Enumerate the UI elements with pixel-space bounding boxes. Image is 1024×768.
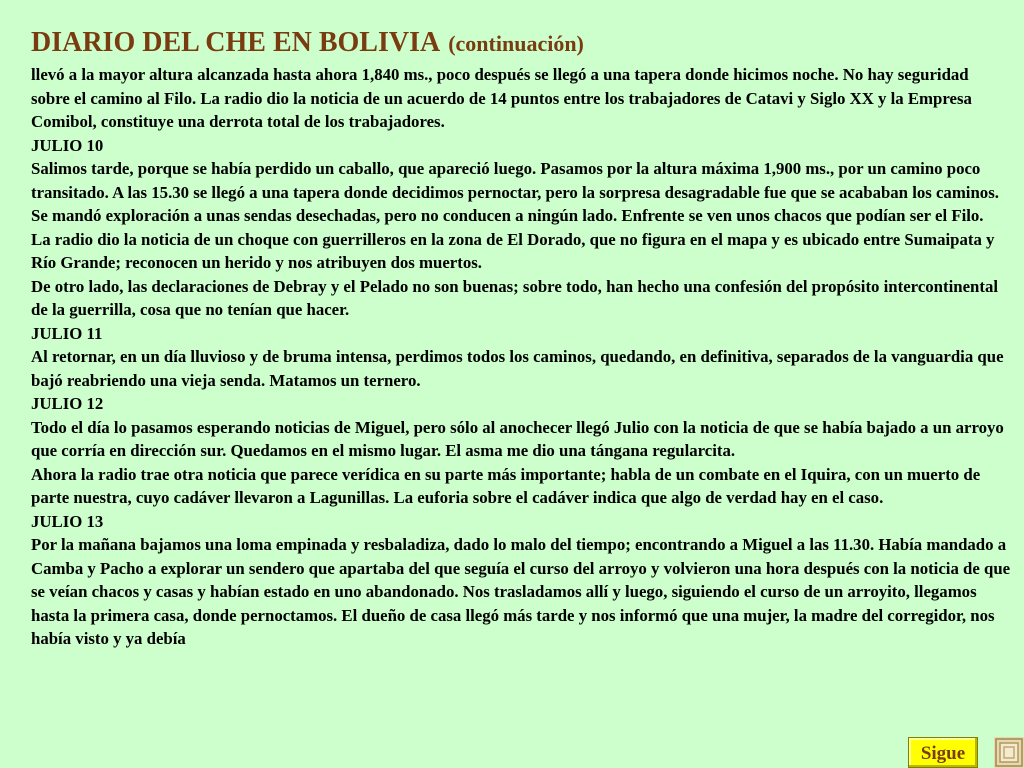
paragraph: Salimos tarde, porque se había perdido un caballo, que apareció luego. Pasamos por la altura máxima 1,900 ms., por un camino poco transitado. A las 15.30 se llegó a una tapera donde decidimos pernoctar, pero la sorpresa desagradable fue que se acababan los caminos. Se mandó exploración a unas sendas desechadas, pero no conducen a ningún lado. Enfrente se ven unos chacos que podían ser el Filo. bbox=[31, 159, 999, 225]
date-heading: JULIO 13 bbox=[31, 511, 104, 531]
diary-text bbox=[31, 63, 1011, 651]
paragraph: Al retornar, en un día lluvioso y de bruma intensa, perdimos todos los caminos, quedando, en definitiva, separados de la vanguardia que bajó reabriendo una vieja senda. Matamos un ternero. bbox=[31, 347, 1004, 390]
date-heading: JULIO 12 bbox=[31, 394, 104, 413]
paragraph: La radio dio la noticia de un choque con guerrilleros en la zona de El Dorado, que no figura en el mapa y es ubicado entre Sumaipata y Río Grande; reconocen un herido y nos atribuyen dos muertos. bbox=[31, 229, 995, 272]
paragraph: Todo el día lo pasamos esperando noticias de Miguel, pero sólo al anochecer llegó Julio con la noticia de que se había bajado a un arroyo que corría en dirección sur. Quedamos en el mismo lugar. El asma me dio una tángana regularcita. bbox=[31, 417, 1004, 460]
paragraph: llevó a la mayor altura alcanzada hasta ahora 1,840 ms., poco después se llegó a una tapera donde hicimos noche. No hay seguridad sobre el camino al Filo. La radio dio la noticia de un acuerdo de 14 puntos entre los trabajadores de Catavi y Siglo XX y la Empresa Comibol, constituye una derrota total de los trabajadores. bbox=[31, 65, 972, 131]
paragraph: De otro lado, las declaraciones de Debray y el Pelado no son buenas; sobre todo, han hecho una confesión del propósito intercontinental de la guerrilla, cosa que no tenían que hacer. bbox=[31, 276, 998, 319]
page-title bbox=[31, 22, 584, 59]
date-heading: JULIO 11 bbox=[31, 323, 103, 343]
date-heading: JULIO 10 bbox=[31, 135, 104, 155]
page-title-main: DIARIO DEL CHE EN BOLIVIA bbox=[31, 27, 441, 58]
page-title-subtitle: (continuación) bbox=[448, 31, 584, 56]
paragraph: Por la mañana bajamos una loma empinada y resbaladiza, dado lo malo del tiempo; encontrando a Miguel a las 11.30. Había mandado a Camba y Pacho a explorar un sendero que apartaba del que seguía el curso del arroyo y volvieron una hora después con la noticia de que se veían chacos y casas y habían estado en uno abandonado. Nos trasladamos allí y luego, siguiendo el curso de un arroyito, llegamos hasta la primera casa, donde pernoctamos. El dueño de casa llegó más tarde y nos informó que una mujer, la madre del corregidor, nos había visto y ya debía bbox=[31, 535, 1011, 648]
paragraph: Ahora la radio trae otra noticia que parece verídica en su parte más importante; habla de un combate en el Iquira, con un muerto de parte nuestra, cuyo cadáver llevaron a Lagunillas. La euforia sobre el cadáver indica que algo de verdad hay en el caso. bbox=[31, 464, 981, 507]
next-page-button[interactable]: Sigue bbox=[908, 737, 978, 768]
nested-squares-icon[interactable] bbox=[994, 737, 1024, 768]
